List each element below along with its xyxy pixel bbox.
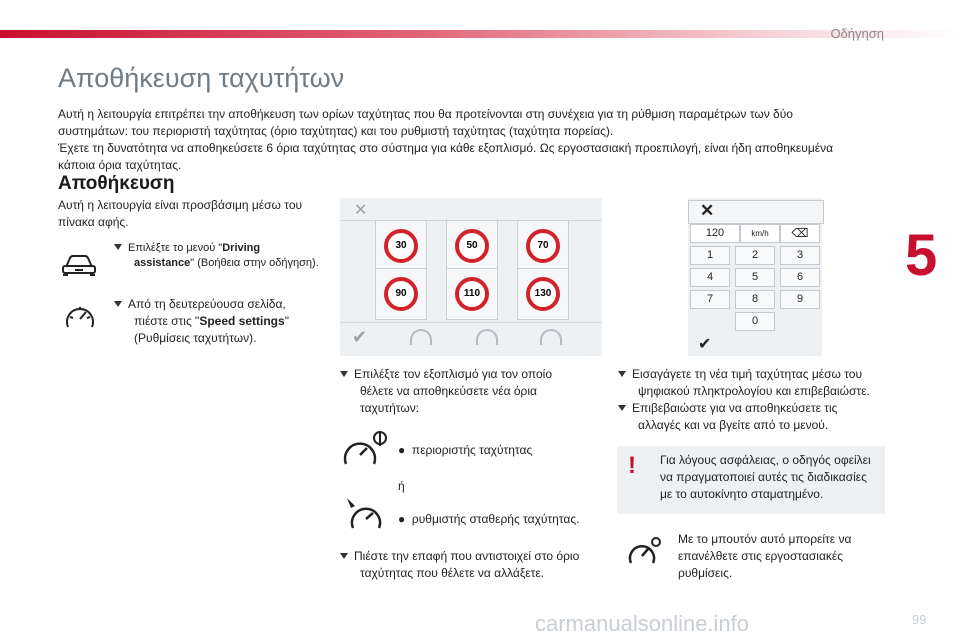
keypad-key[interactable]: 0 — [735, 312, 775, 331]
bullet-arrow-icon — [618, 371, 626, 377]
limiter-gauge-icon[interactable] — [410, 329, 432, 345]
keypad-key[interactable]: 1 — [690, 246, 730, 265]
speed-cell[interactable] — [517, 268, 569, 320]
warning-icon: ! — [628, 452, 636, 479]
unit-label: km/h — [740, 224, 780, 243]
bullet-arrow-icon — [114, 244, 122, 250]
speed-sign: 50 — [455, 229, 489, 263]
speed-settings-screen — [340, 198, 602, 356]
page-title: Αποθήκευση ταχυτήτων — [58, 63, 345, 93]
intro-line: Έχετε τη δυνατότητα να αποθηκεύσετε 6 όρια ταχύτητας στο σύστημα για κάθε εξοπλισμό. Ως εργοστασιακή προεπιλογή, είναι ήδη αποθηκευμένα — [58, 141, 834, 155]
bullet-dot: ● — [398, 512, 406, 526]
speed-cell[interactable] — [446, 220, 498, 272]
or-text: ή — [398, 479, 405, 493]
step-enter-value: Εισαγάγετε τη νέα τιμή ταχύτητας μέσω του ψηφιακού πληκτρολογίου και επιβεβαιώστε. Επιβεβαιώστε για να αποθηκεύσετε τις αλλαγές και να βγείτε από το μενού. — [618, 366, 898, 434]
step-driving-assistance: Επιλέξτε το μενού "Driving assistance" (Βοήθεια στην οδήγηση). — [114, 241, 324, 271]
keypad-key[interactable]: 6 — [780, 268, 820, 287]
speed-limiter-icon — [342, 428, 392, 468]
keypad-key[interactable]: 5 — [735, 268, 775, 287]
confirm-check-icon[interactable]: ✔ — [352, 327, 368, 347]
cruise-gauge-icon[interactable] — [476, 329, 498, 345]
car-icon — [60, 253, 98, 277]
intro-line: Αυτή η λειτουργία επιτρέπει την αποθήκευση των ορίων ταχύτητας που θα προτείνονται στη συνέχεια για τη ρύθμιση παραμέτρων των δύο — [58, 107, 793, 121]
speed-sign: 90 — [384, 277, 418, 311]
option-cruise: ● ρυθμιστής σταθερής ταχύτητας. — [398, 512, 580, 526]
close-icon[interactable]: ✕ — [700, 201, 715, 220]
page-number: 99 — [912, 612, 927, 627]
intro-line: συστημάτων: του περιοριστή ταχύτητας (όριο ταχύτητας) και του ρυθμιστή ταχύτητας (ταχύτητα πορείας). — [58, 124, 614, 138]
speed-value-field[interactable]: 120 — [690, 224, 740, 243]
col1-lead — [58, 197, 328, 231]
chapter-number: 5 — [905, 223, 938, 288]
bullet-arrow-icon — [618, 405, 626, 411]
cruise-control-icon — [345, 494, 385, 532]
speed-sign: 30 — [384, 229, 418, 263]
bullet-arrow-icon — [114, 301, 122, 307]
speed-cell[interactable] — [375, 268, 427, 320]
step-select-equipment: Επιλέξτε τον εξοπλισμό για τον οποίο θέλετε να αποθηκεύσετε νέα όρια ταχυτήτων: — [340, 366, 600, 417]
factory-reset-icon — [628, 535, 664, 567]
speed-sign: 110 — [455, 277, 489, 311]
speed-sign: 130 — [526, 277, 560, 311]
safety-warning-text: Για λόγους ασφάλειας, ο οδηγός οφείλει να πραγματοποιεί αυτές τις διαδικασίες με το αυτοκίνητο σταματημένο. — [660, 453, 871, 501]
bullet-arrow-icon — [340, 553, 348, 559]
keypad-screen — [688, 198, 822, 356]
keypad-key[interactable]: 9 — [780, 290, 820, 309]
lead-line: Αυτή η λειτουργία είναι προσβάσιμη μέσω του — [58, 198, 303, 212]
watermark: carmanualsonline.info — [535, 611, 750, 636]
gauge-icon — [64, 303, 96, 331]
backspace-icon[interactable]: ⌫ — [780, 224, 820, 243]
header-accent-bar — [0, 30, 960, 38]
close-icon[interactable]: ✕ — [354, 202, 368, 219]
section-subtitle: Αποθήκευση — [58, 173, 175, 194]
bullet-arrow-icon — [340, 371, 348, 377]
lead-line: πίνακα αφής. — [58, 215, 129, 229]
keypad-key[interactable]: 4 — [690, 268, 730, 287]
settings-gauge-icon[interactable] — [540, 329, 562, 345]
step-speed-settings: Από τη δευτερεύουσα σελίδα, πιέστε στις "Speed settings" (Ρυθμίσεις ταχυτήτων). — [114, 296, 324, 347]
speed-cell[interactable] — [517, 220, 569, 272]
keypad-key[interactable]: 3 — [780, 246, 820, 265]
section-title: Οδήγηση — [830, 26, 884, 41]
screen-bottom-bar — [340, 322, 602, 357]
factory-reset-text: Με το μπουτόν αυτό μπορείτε να επανέλθετε στις εργοστασιακές ρυθμίσεις. — [678, 532, 852, 580]
keypad-key[interactable]: 8 — [735, 290, 775, 309]
step-press-speed: Πιέστε την επαφή που αντιστοιχεί στο όριο ταχύτητας που θέλετε να αλλάξετε. — [340, 548, 610, 582]
intro-paragraph — [58, 106, 888, 174]
keypad-key[interactable]: 2 — [735, 246, 775, 265]
confirm-check-icon[interactable]: ✔ — [698, 336, 712, 353]
intro-line: κάποια όρια ταχύτητας. — [58, 158, 182, 172]
option-limiter: ● περιοριστής ταχύτητας — [398, 443, 533, 457]
keypad-key[interactable]: 7 — [690, 290, 730, 309]
speed-sign: 70 — [526, 229, 560, 263]
bullet-dot: ● — [398, 443, 406, 457]
speed-cell[interactable] — [446, 268, 498, 320]
speed-cell[interactable] — [375, 220, 427, 272]
